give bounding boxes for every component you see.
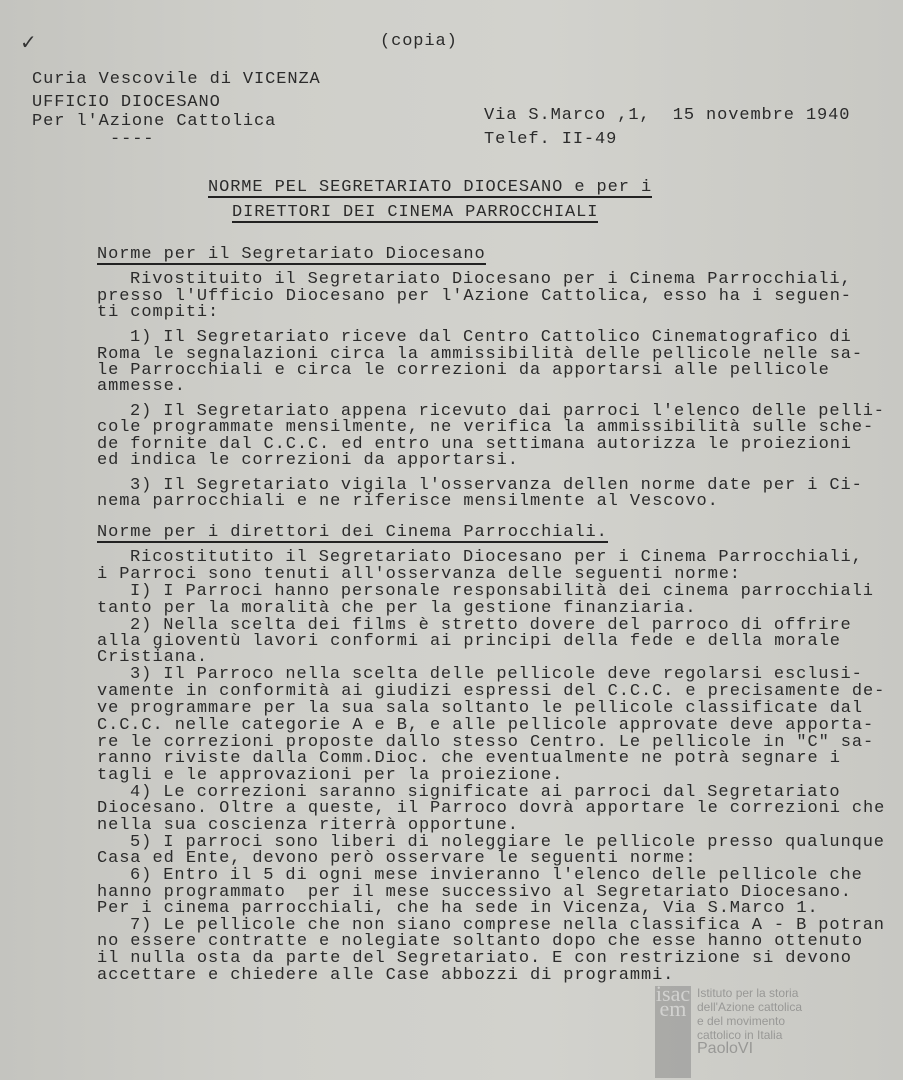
- text-line: i Parroci sono tenuti all'osservanza delle seguenti norme:: [97, 565, 741, 584]
- text-line: 3) Il Segretariato vigila l'osservanza dellen norme date per i Ci-: [130, 476, 863, 495]
- text-line: accettare e chiedere alle Case abbozzi di programmi.: [97, 966, 675, 985]
- text-line: ve programmare per la sua sala soltanto le pellicole classificate dal: [97, 699, 864, 718]
- text-line: Cristiana.: [97, 648, 209, 667]
- text-line: hanno programmato per il mese successivo al Segretariato Diocesano.: [97, 883, 852, 902]
- text-line: Ricostitutito il Segretariato Diocesano per i Cinema Parrocchiali,: [130, 548, 863, 567]
- text-line: le Parrocchiali e circa le correzioni da apportarsi alle pellicole: [97, 361, 830, 380]
- text-line: tanto per la moralità che per la gestione finanziaria.: [97, 599, 697, 618]
- address-date: Via S.Marco ,1, 15 novembre 1940: [484, 106, 851, 125]
- text-line: Casa ed Ente, devono però osservare le seguenti norme:: [97, 849, 697, 868]
- watermark-text: [697, 986, 802, 1056]
- text-line: alla gioventù lavori conformi ai principi della fede e della morale: [97, 632, 841, 651]
- watermark-line: e del movimento: [697, 1014, 786, 1028]
- text-line: nema parrocchiali e ne riferisce mensilmente al Vescovo.: [97, 492, 719, 511]
- text-line: 2) Nella scelta dei films è stretto dovere del parroco di offrire: [130, 616, 852, 635]
- title-line: NORME PEL SEGRETARIATO DIOCESANO e per i: [208, 178, 653, 197]
- text-line: Diocesano. Oltre a queste, il Parroco dovrà apportare le correzioni che: [97, 799, 886, 818]
- sender-line: UFFICIO DIOCESANO: [32, 93, 221, 112]
- phone: Telef. II-49: [484, 130, 618, 149]
- sender-line: Per l'Azione Cattolica: [32, 112, 277, 131]
- text-line: re le correzioni proposte dallo stesso Centro. Le pellicole in "C" sa-: [97, 733, 875, 752]
- text-line: Roma le segnalazioni circa la ammissibilità delle pellicole nelle sa-: [97, 345, 864, 364]
- text-line: 7) Le pellicole che non siano comprese nella classifica A - B potran: [130, 916, 885, 935]
- watermark-line: PaoloVI: [697, 1040, 754, 1057]
- text-line: vamente in conformità ai giudizi espressi del C.C.C. e precisamente de-: [97, 682, 886, 701]
- watermark-line: cattolico in Italia: [697, 1028, 783, 1042]
- watermark-line: Istituto: [697, 986, 733, 1000]
- text-line: nella sua coscienza riterrà opportune.: [97, 816, 519, 835]
- text-line: tagli e le approvazioni per la proiezione.: [97, 766, 564, 785]
- isacem-watermark-logo: [655, 986, 835, 1078]
- sender-line: Curia Vescovile di VICENZA: [32, 70, 321, 89]
- text-line: 2) Il Segretariato appena ricevuto dai parroci l'elenco delle pelli-: [130, 402, 885, 421]
- pencil-mark-icon: ✓: [20, 30, 37, 54]
- watermark-logo-letters: isacem: [655, 986, 691, 1078]
- title-line: DIRETTORI DEI CINEMA PARROCCHIALI: [232, 203, 599, 222]
- text-line: ed indica le correzioni da apportarsi.: [97, 451, 519, 470]
- text-line: no essere contratte e nolegiate soltanto dopo che esse hanno ottenuto: [97, 932, 864, 951]
- text-line: ranno riviste dalla Comm.Dioc. che eventualmente ne potrà segnare i: [97, 749, 841, 768]
- text-line: il nulla osta da parte del Segretariato. E con restrizione si devono: [97, 949, 852, 968]
- text-line: presso l'Ufficio Diocesano per l'Azione Cattolica, esso ha i seguen-: [97, 287, 852, 306]
- watermark-line: per la storia: [735, 986, 799, 1000]
- section-heading: Norme per il Segretariato Diocesano: [97, 245, 486, 264]
- text-line: ammesse.: [97, 377, 186, 396]
- text-line: Per i cinema parrocchiali, che ha sede in Vicenza, Via S.Marco 1.: [97, 899, 819, 918]
- text-line: Rivostituito il Segretariato Diocesano per i Cinema Parrocchiali,: [130, 270, 852, 289]
- text-line: I) I Parroci hanno personale responsabilità dei cinema parrocchiali: [130, 582, 874, 601]
- text-line: C.C.C. nelle categorie A e B, e alle pellicole approvate deve apporta-: [97, 716, 875, 735]
- text-line: 6) Entro il 5 di ogni mese invieranno l'elenco delle pellicole che: [130, 866, 863, 885]
- watermark-line: dell'Azione cattolica: [697, 1000, 803, 1014]
- sender-line: ----: [110, 130, 155, 149]
- copy-label: (copia): [380, 32, 458, 51]
- text-line: 3) Il Parroco nella scelta delle pellicole deve regolarsi esclusi-: [130, 665, 863, 684]
- text-line: 4) Le correzioni saranno significate ai parroci dal Segretariato: [130, 783, 841, 802]
- text-line: 5) I parroci sono liberi di noleggiare le pellicole presso qualunque: [130, 833, 885, 852]
- text-line: cole programmate mensilmente, ne verifica la ammissibilità sulle sche-: [97, 418, 875, 437]
- text-line: 1) Il Segretariato riceve dal Centro Cattolico Cinematografico di: [130, 328, 852, 347]
- section-heading: Norme per i direttori dei Cinema Parrocchiali.: [97, 523, 608, 542]
- text-line: ti compiti:: [97, 303, 220, 322]
- text-line: de fornite dal C.C.C. ed entro una settimana autorizza le proiezioni: [97, 435, 852, 454]
